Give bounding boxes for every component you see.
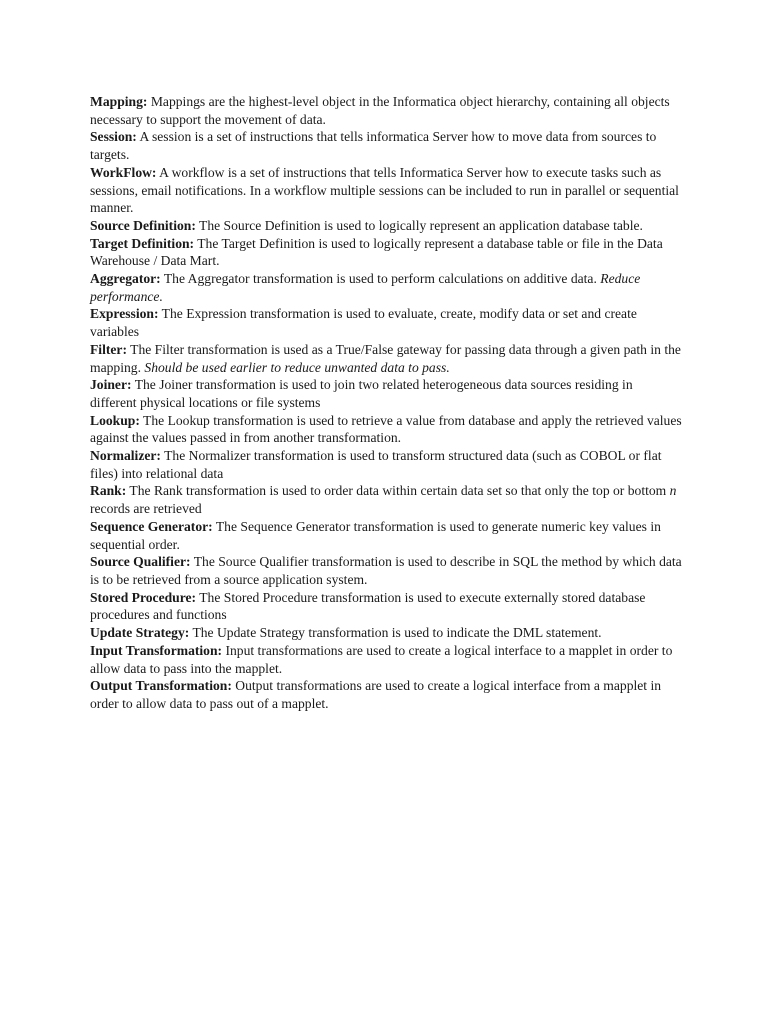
- term-description: The Sequence Generator transformation is used to generate numeric key values in sequential order.: [90, 518, 661, 552]
- entry-rank: [90, 482, 682, 517]
- term-description: The Expression transformation is used to evaluate, create, modify data or set and create variables: [90, 306, 637, 340]
- term-label: Output Transformation:: [90, 678, 232, 694]
- entry-update-strategy: [90, 624, 682, 642]
- term-label: Mapping:: [90, 94, 148, 109]
- term-note: Reduce performance.: [90, 271, 641, 304]
- term-label: Lookup:: [90, 412, 140, 428]
- term-label: Input Transformation:: [90, 642, 223, 658]
- entry-workflow: [90, 164, 682, 217]
- term-label: Expression:: [90, 306, 159, 322]
- entry-normalizer: [90, 447, 682, 482]
- term-description: The Filter transformation is used as a True/False gateway for passing data through a given path in the mapping.: [90, 341, 681, 375]
- term-description: The Rank transformation is used to order data within certain data set so that only the top or bottom: [129, 483, 667, 499]
- term-label: Session:: [90, 129, 137, 145]
- term-description: The Source Definition is used to logically represent an application database table.: [199, 217, 643, 233]
- term-description: Output transformations are used to create a logical interface from a mapplet in order to allow data to pass out of a mapplet.: [90, 678, 662, 711]
- document-page: [90, 93, 682, 713]
- term-note: Should be used earlier to reduce unwanted data to pass.: [144, 359, 450, 375]
- entry-sequence-generator: [90, 518, 682, 553]
- term-description: A session is a set of instructions that tells informatica Server how to move data from sources to targets.: [90, 129, 657, 163]
- term-label: WorkFlow:: [90, 164, 157, 180]
- term-description: The Stored Procedure transformation is used to execute externally stored database procedures and functions: [90, 589, 646, 623]
- entry-mapping: [90, 93, 682, 128]
- term-label: Target Definition:: [90, 235, 195, 251]
- entry-stored-procedure: [90, 589, 682, 624]
- term-description: Input transformations are used to create a logical interface to a mapplet in order to allow data to pass into the mapplet.: [90, 642, 673, 676]
- term-label: Joiner:: [90, 377, 132, 393]
- term-label: Source Definition:: [90, 217, 196, 233]
- term-description: The Update Strategy transformation is used to indicate the DML statement.: [192, 625, 602, 641]
- term-description: The Source Qualifier transformation is used to describe in SQL the method by which data is to be retrieved from a source application system.: [90, 554, 682, 587]
- entry-aggregator: [90, 270, 682, 305]
- term-description-end: records are retrieved: [90, 501, 202, 517]
- term-description: The Lookup transformation is used to retrieve a value from database and apply the retrieved values against the values passed in from another transformation.: [90, 412, 682, 446]
- term-description: The Aggregator transformation is used to perform calculations on additive data.: [163, 271, 597, 287]
- term-description: The Target Definition is used to logically represent a database table or file in the Data Warehouse / Data Mart.: [90, 235, 663, 269]
- entry-lookup: [90, 412, 682, 447]
- term-label: Rank:: [90, 483, 127, 499]
- entry-expression: [90, 305, 682, 340]
- term-note: n: [669, 483, 677, 499]
- entry-filter: [90, 341, 682, 376]
- entry-session: [90, 128, 682, 163]
- term-label: Aggregator:: [90, 271, 161, 287]
- term-description: The Joiner transformation is used to join two related heterogeneous data sources residing in different physical locations or file systems: [90, 377, 633, 410]
- term-label: Normalizer:: [90, 448, 161, 464]
- term-label: Sequence Generator:: [90, 518, 213, 534]
- term-description: A workflow is a set of instructions that tells Informatica Server how to execute tasks such as sessions, email notifications. In a workflow multiple sessions can be included to run in parallel or sequential manner.: [90, 164, 679, 216]
- entry-source-qualifier: [90, 553, 682, 588]
- term-label: Update Strategy:: [90, 625, 190, 641]
- entry-source-definition: [90, 217, 682, 235]
- term-label: Source Qualifier:: [90, 554, 191, 570]
- entry-input-transformation: [90, 642, 682, 677]
- term-label: Filter:: [90, 341, 127, 357]
- term-description: The Normalizer transformation is used to transform structured data (such as COBOL or flat files) into relational data: [90, 448, 662, 481]
- term-label: Stored Procedure:: [90, 589, 197, 605]
- entry-joiner: [90, 376, 682, 411]
- entry-output-transformation: [90, 677, 682, 712]
- term-description: Mappings are the highest-level object in the Informatica object hierarchy, containing all objects necessary to support the movement of data.: [90, 94, 670, 127]
- entry-target-definition: [90, 235, 682, 270]
